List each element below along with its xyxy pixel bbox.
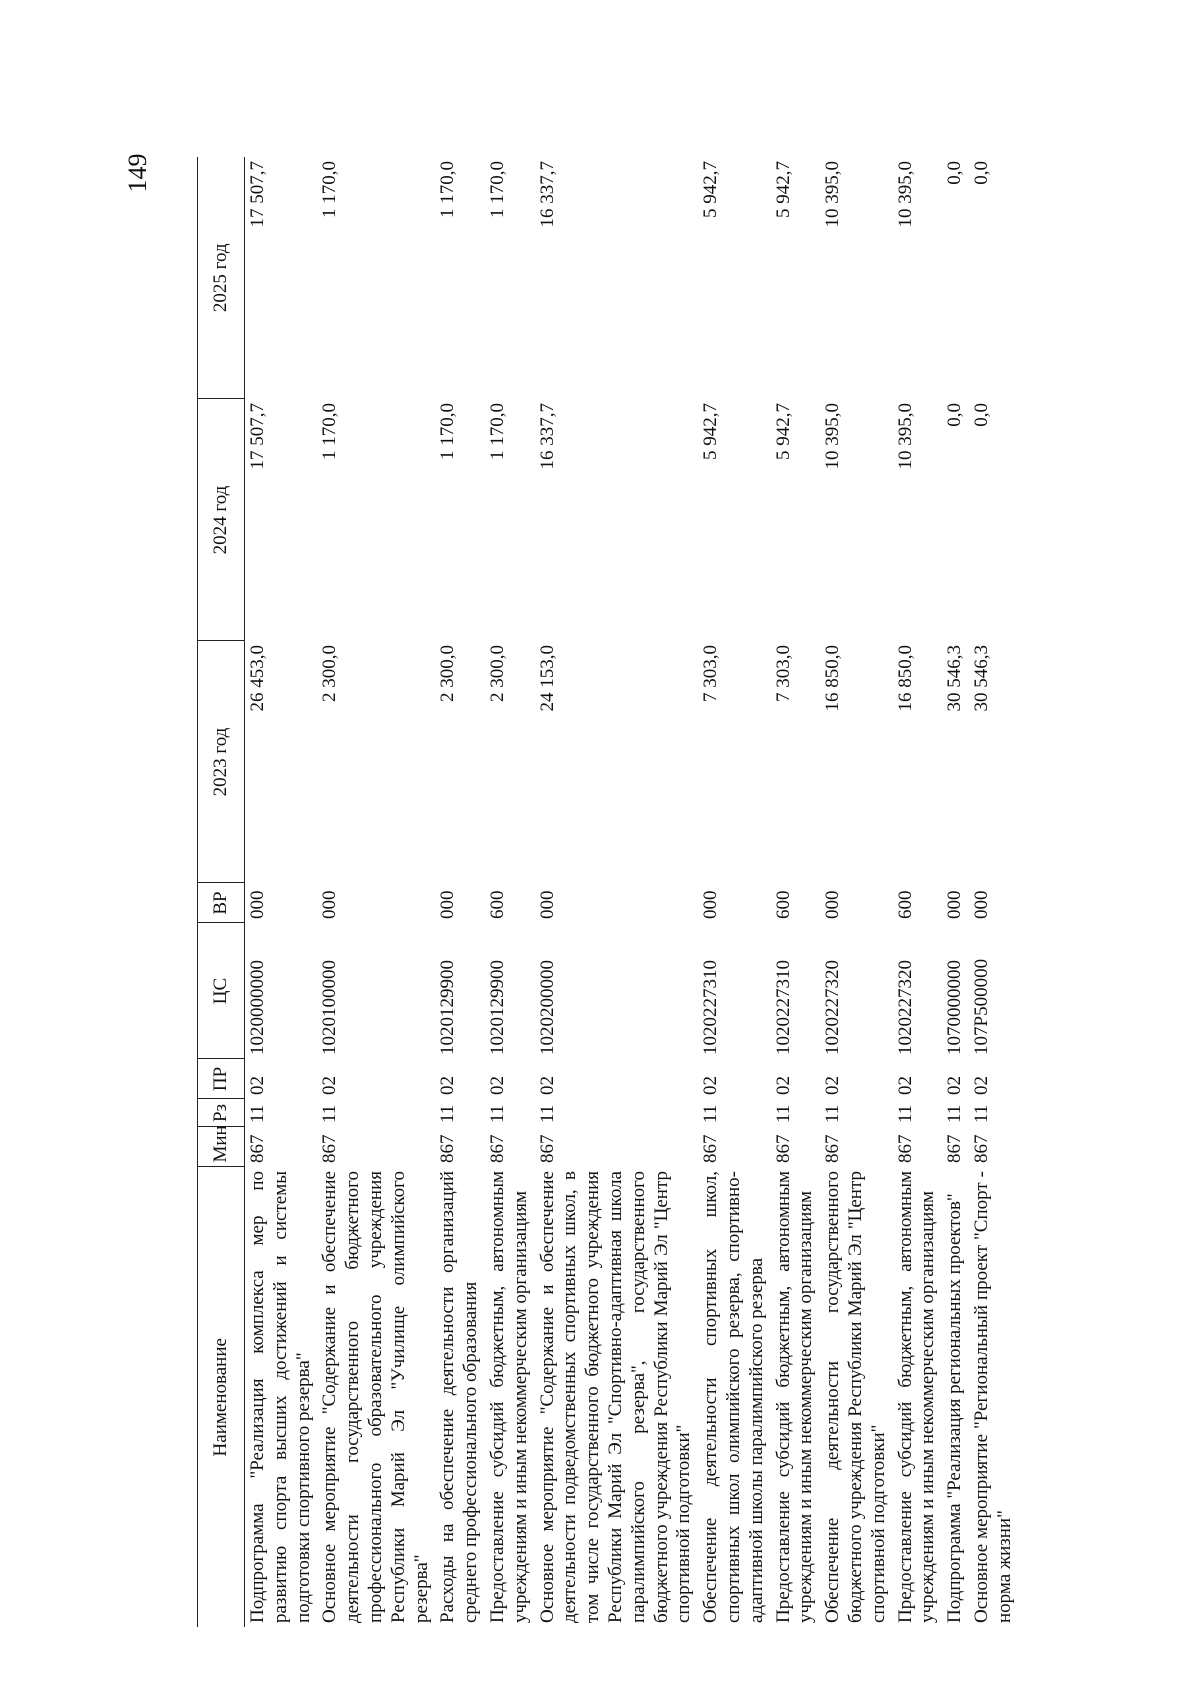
row-2025: 5 942,7	[772, 161, 794, 218]
table-body	[245, 157, 1019, 1627]
row-pr: 02	[970, 1076, 992, 1095]
row-name: Обеспечение деятельности спортивных школ, спортивных школ олимпийского резерва, спортивно-адаптивной школы паралимпийского резерва	[700, 1171, 767, 1623]
header-cs: ЦС	[198, 923, 245, 1059]
row-rz: 11	[319, 1104, 341, 1123]
table-row	[698, 157, 770, 1627]
row-2024: 1 170,0	[319, 403, 341, 460]
row-name: Подпрограмма "Реализация комплекса мер по развитию спорта высших достижений и системы подготовки спортивного резерва"	[247, 1171, 314, 1623]
page-number: 149	[123, 153, 152, 193]
row-vr: 000	[944, 890, 966, 919]
row-2024: 5 942,7	[700, 403, 722, 460]
row-name: Основное мероприятие "Содержание и обеспечение деятельности подведомственных спортивных школ, в том числе государственного бюджетного учреждения Республики Марий Эл "Спортивно-адаптивная школа паралимпийского резерва", государственного бюджетного учреждения Республики Марий Эл "Центр спортивной подготовки"	[536, 1171, 695, 1623]
row-cs: 107P500000	[970, 958, 992, 1055]
row-2025: 0,0	[970, 161, 992, 185]
row-name: Основное мероприятие "Региональный проект "Спорт - норма жизни"	[970, 1171, 1015, 1623]
header-row	[198, 157, 245, 1627]
row-2025: 1 170,0	[319, 161, 341, 218]
row-cs: 1020227310	[700, 960, 722, 1055]
row-cs: 1020227320	[894, 960, 916, 1055]
table-row	[969, 157, 1019, 1627]
row-2023: 26 453,0	[247, 645, 268, 712]
row-2024: 16 337,7	[536, 403, 558, 470]
budget-table	[197, 157, 1019, 1627]
row-cs: 1020129900	[437, 960, 459, 1055]
row-2025: 10 395,0	[822, 161, 844, 228]
row-name: Основное мероприятие "Содержание и обеспечение деятельности государственного бюджетного профессионального образовательного учреждения Республики Марий Эл "Училище олимпийского резерва"	[319, 1171, 432, 1623]
row-min: 867	[486, 1134, 508, 1163]
header-pr: ПР	[198, 1059, 245, 1099]
row-vr: 600	[772, 890, 794, 919]
row-2023: 16 850,0	[822, 645, 844, 712]
row-pr: 02	[486, 1076, 508, 1095]
row-vr: 000	[970, 890, 992, 919]
row-2024: 17 507,7	[247, 403, 268, 470]
row-rz: 11	[894, 1104, 916, 1123]
row-2025: 16 337,7	[536, 161, 558, 228]
row-2025: 10 395,0	[894, 161, 916, 228]
row-pr: 02	[894, 1076, 916, 1095]
row-rz: 11	[944, 1104, 966, 1123]
row-name: Расходы на обеспечение деятельности организаций среднего профессионального образования	[437, 1171, 482, 1623]
row-rz: 11	[247, 1104, 268, 1123]
row-min: 867	[944, 1134, 966, 1163]
row-rz: 11	[536, 1104, 558, 1123]
row-2024: 0,0	[944, 403, 966, 427]
row-name: Предоставление субсидий бюджетным, автономным учреждениям и иным некоммерческим организациям	[772, 1171, 817, 1623]
row-2023: 7 303,0	[700, 645, 722, 702]
row-vr: 000	[319, 890, 341, 919]
table-row	[820, 157, 892, 1627]
row-min: 867	[822, 1134, 844, 1163]
table-header	[198, 157, 245, 1627]
table-row	[435, 157, 485, 1627]
row-2023: 2 300,0	[319, 645, 341, 702]
row-rz: 11	[970, 1104, 992, 1123]
row-vr: 600	[894, 890, 916, 919]
row-pr: 02	[437, 1076, 459, 1095]
row-cs: 1020000000	[247, 960, 268, 1055]
header-name: Наименование	[198, 1167, 245, 1627]
table-row	[893, 157, 943, 1627]
row-name: Предоставление субсидий бюджетным, автономным учреждениям и иным некоммерческим организациям	[486, 1171, 531, 1623]
row-min: 867	[536, 1134, 558, 1163]
row-cs: 1020129900	[486, 960, 508, 1055]
row-2024: 5 942,7	[772, 403, 794, 460]
row-vr: 000	[437, 890, 459, 919]
table-row	[485, 157, 535, 1627]
row-pr: 02	[700, 1076, 722, 1095]
row-2024: 1 170,0	[486, 403, 508, 460]
row-2025: 1 170,0	[437, 161, 459, 218]
row-2023: 2 300,0	[437, 645, 459, 702]
row-2025: 0,0	[944, 161, 966, 185]
row-vr: 000	[247, 890, 268, 919]
table-row	[771, 157, 821, 1627]
row-cs: 1020100000	[319, 960, 341, 1055]
rotated-table-container	[197, 157, 1027, 1627]
header-vr: ВР	[198, 883, 245, 923]
row-rz: 11	[486, 1104, 508, 1123]
row-min: 867	[247, 1134, 268, 1163]
row-name: Подпрограмма "Реализация региональных проектов"	[944, 1193, 966, 1623]
row-2025: 1 170,0	[486, 161, 508, 218]
row-min: 867	[319, 1134, 341, 1163]
row-2025: 5 942,7	[700, 161, 722, 218]
row-min: 867	[772, 1134, 794, 1163]
row-min: 867	[894, 1134, 916, 1163]
row-cs: 1020227320	[822, 960, 844, 1055]
row-pr: 02	[536, 1076, 558, 1095]
row-name: Обеспечение деятельности государственного бюджетного учреждения Республики Марий Эл "Центр спортивной подготовки"	[822, 1171, 889, 1623]
row-rz: 11	[700, 1104, 722, 1123]
row-2024: 0,0	[970, 403, 992, 427]
row-min: 867	[700, 1134, 722, 1163]
header-min: Мин	[198, 1127, 245, 1167]
row-vr: 000	[700, 890, 722, 919]
row-vr: 000	[822, 890, 844, 919]
row-cs: 1070000000	[944, 960, 966, 1055]
header-2023: 2023 год	[198, 641, 245, 883]
row-2023: 7 303,0	[772, 645, 794, 702]
row-2023: 16 850,0	[894, 645, 916, 712]
table-row	[317, 157, 435, 1627]
row-2023: 30 546,3	[944, 645, 966, 712]
header-2025: 2025 год	[198, 157, 245, 399]
table-row	[942, 157, 969, 1627]
row-pr: 02	[319, 1076, 341, 1095]
table-row	[245, 157, 318, 1627]
row-pr: 02	[822, 1076, 844, 1095]
row-pr: 02	[944, 1076, 966, 1095]
row-vr: 000	[536, 890, 558, 919]
row-cs: 1020200000	[536, 960, 558, 1055]
header-2024: 2024 год	[198, 399, 245, 641]
row-2023: 24 153,0	[536, 645, 558, 712]
row-rz: 11	[772, 1104, 794, 1123]
row-min: 867	[437, 1134, 459, 1163]
table-row	[535, 157, 699, 1627]
row-2024: 10 395,0	[822, 403, 844, 470]
row-2024: 10 395,0	[894, 403, 916, 470]
header-rz: Рз	[198, 1099, 245, 1127]
row-pr: 02	[772, 1076, 794, 1095]
row-2023: 30 546,3	[970, 645, 992, 712]
row-cs: 1020227310	[772, 960, 794, 1055]
row-rz: 11	[822, 1104, 844, 1123]
row-2024: 1 170,0	[437, 403, 459, 460]
row-pr: 02	[247, 1076, 268, 1095]
row-name: Предоставление субсидий бюджетным, автономным учреждениям и иным некоммерческим организациям	[894, 1171, 939, 1623]
row-rz: 11	[437, 1104, 459, 1123]
row-min: 867	[970, 1134, 992, 1163]
row-2023: 2 300,0	[486, 645, 508, 702]
row-2025: 17 507,7	[247, 161, 268, 228]
row-vr: 600	[486, 890, 508, 919]
